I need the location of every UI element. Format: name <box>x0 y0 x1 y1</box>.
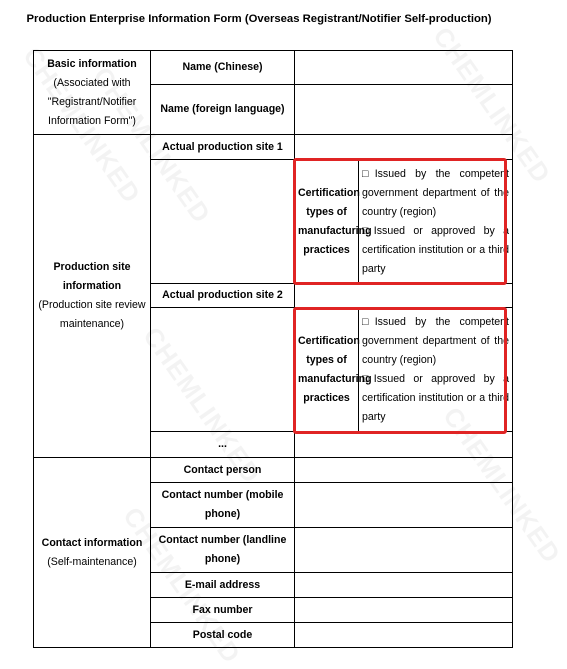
mobile-number-label: Contact number (mobile phone) <box>151 483 295 528</box>
production-site-section <box>34 135 151 458</box>
postal-code-label: Postal code <box>151 623 295 648</box>
site-1-cert-options <box>359 160 513 284</box>
production-site-note: (Production site review maintenance) <box>38 299 146 330</box>
mobile-number-field[interactable] <box>295 483 513 528</box>
more-sites-field[interactable] <box>295 432 513 458</box>
basic-info-section <box>34 51 151 135</box>
site-2-cert-label: Certification types of manufacturing practices <box>295 308 359 432</box>
email-field[interactable] <box>295 573 513 598</box>
contact-person-label: Contact person <box>151 458 295 483</box>
form-title: Production Enterprise Information Form (Overseas Registrant/Notifier Self-production) <box>26 13 492 25</box>
contact-info-note: (Self-maintenance) <box>47 555 137 568</box>
name-chinese-field[interactable] <box>295 51 513 85</box>
basic-info-note: (Associated with "Registrant/Notifier Information Form") <box>47 76 137 127</box>
site-2-option-institution[interactable]: □Issued or approved by a certification institution or a third party <box>362 372 509 423</box>
contact-person-field[interactable] <box>295 458 513 483</box>
name-chinese-label: Name (Chinese) <box>151 51 295 85</box>
basic-info-title: Basic information <box>47 57 137 70</box>
name-foreign-label: Name (foreign language) <box>151 85 295 135</box>
site-2-label: Actual production site 2 <box>151 284 295 308</box>
contact-info-title: Contact information <box>41 536 143 549</box>
contact-info-section <box>34 458 151 648</box>
site-1-label: Actual production site 1 <box>151 135 295 160</box>
landline-number-field[interactable] <box>295 528 513 573</box>
site-1-detail[interactable] <box>151 160 295 284</box>
email-label: E-mail address <box>151 573 295 598</box>
site-2-cert-options <box>359 308 513 432</box>
fax-field[interactable] <box>295 598 513 623</box>
site-2-detail[interactable] <box>151 308 295 432</box>
fax-label: Fax number <box>151 598 295 623</box>
enterprise-info-table <box>33 50 513 648</box>
site-2-field[interactable] <box>295 284 513 308</box>
site-1-cert-label: Certification types of manufacturing practices <box>295 160 359 284</box>
production-site-title: Production site information <box>53 261 131 292</box>
site-1-option-institution[interactable]: □Issued or approved by a certification institution or a third party <box>362 224 509 275</box>
more-sites-ellipsis: ... <box>151 432 295 458</box>
site-1-option-government[interactable]: □Issued by the competent government department of the country (region) <box>362 167 509 218</box>
postal-code-field[interactable] <box>295 623 513 648</box>
site-2-option-government[interactable]: □Issued by the competent government department of the country (region) <box>362 315 509 366</box>
landline-number-label: Contact number (landline phone) <box>151 528 295 573</box>
site-1-field[interactable] <box>295 135 513 160</box>
name-foreign-field[interactable] <box>295 85 513 135</box>
